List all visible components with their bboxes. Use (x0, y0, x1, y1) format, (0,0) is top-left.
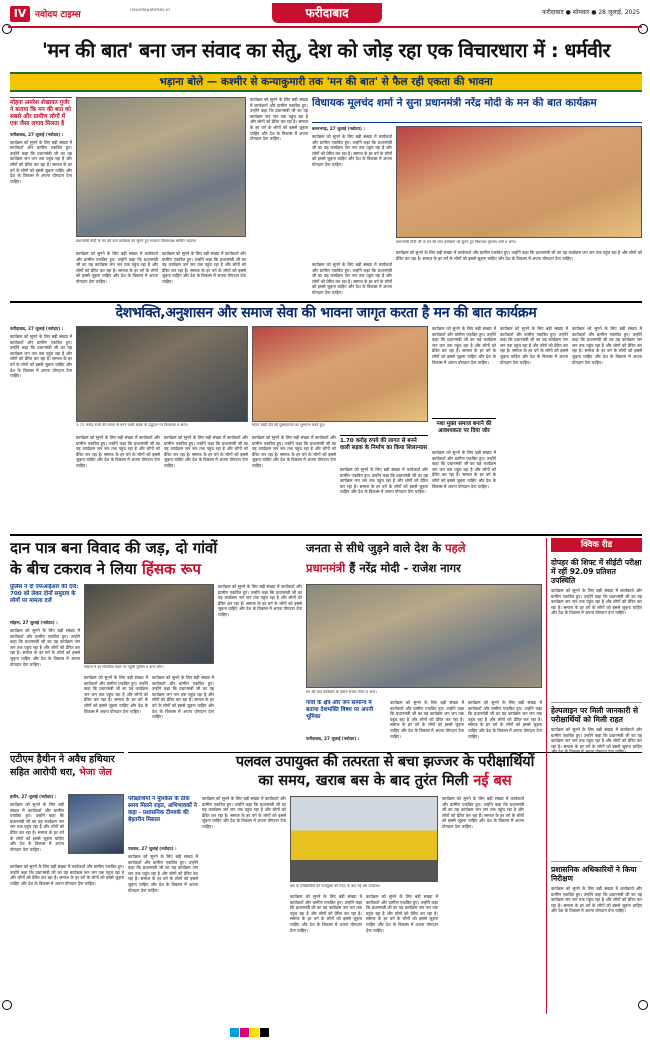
patriot-body-col5: कार्यक्रम को सुनने के लिए बड़ी संख्या में कार्यकर्ता और ग्रामीण एकत्रित हुए। उन्होंने कहा कि प्रधानमंत्री जी का यह कार्यक्रम जन जन तक पहुंच रहा है और लोगों को प्रेरित कर रहा है। समाज के हर वर्ग के लोगों को इससे जुड़ना चाहिए और देश के विकास में अपना योगदान देना चाहिए। (340, 467, 428, 495)
patriot-body-col9: कार्यक्रम को सुनने के लिए बड़ी संख्या में कार्यकर्ता और ग्रामीण एकत्रित हुए। उन्होंने कहा कि प्रधानमंत्री जी का यह कार्यक्रम जन जन तक पहुंच रहा है और लोगों को प्रेरित कर रहा है। समाज के हर वर्ग के लोगों को इससे जुड़ना चाहिए और देश के विकास में अपना योगदान देना चाहिए। (572, 326, 642, 365)
quick-item-heading: दोपहर की शिफ्ट में सीईटी परीक्षा में रहीं 92.09 प्रतिशत उपस्थिति (551, 558, 642, 585)
color-swatch (240, 1028, 249, 1037)
donation-dateline: सोहना, 27 जुलाई (नवोदय) : (10, 620, 58, 625)
quick-item-heading: हेल्पलाइन पर मिली जानकारी से परीक्षार्थियों को मिली राहत (551, 702, 642, 724)
section-tab: फरीदाबाद (272, 3, 382, 23)
quick-read-box (546, 538, 642, 1014)
exam-body-col2: कार्यक्रम को सुनने के लिए बड़ी संख्या में कार्यकर्ता और ग्रामीण एकत्रित हुए। उन्होंने कहा कि प्रधानमंत्री जी का यह कार्यक्रम जन जन तक पहुंच रहा है और लोगों को प्रेरित कर रहा है। समाज के हर वर्ग के लोगों को इससे जुड़ना चाहिए और देश के विकास में अपना योगदान देना चाहिए। (202, 796, 286, 829)
mla-photo-caption: प्रधानमंत्री मोदी जी के मन की बात कार्यक्रम को सुनते हुए विधायक मूलचंद शर्मा व अन्य। (396, 240, 517, 244)
donation-headline-line1: दान पात्र बना विवाद की जड़, दो गांवों (10, 539, 218, 557)
rajesh-side-heading: गांवों के क्षेत्र और जन सामान्य में बताया देशभक्ति विषय पर अपनी भूमिका (306, 700, 374, 720)
rajesh-headline-c: प्रधानमंत्री (306, 561, 346, 575)
patriot-headline: देशभक्ति,अनुशासन और समाज सेवा की भावना जागृत करता है मन की बात कार्यक्रम (115, 305, 537, 321)
quick-read-label: क्विक रीड (551, 538, 642, 552)
lead-photo (76, 97, 246, 237)
patriot-body-col8: कार्यक्रम को सुनने के लिए बड़ी संख्या में कार्यकर्ता और ग्रामीण एकत्रित हुए। उन्होंने कहा कि प्रधानमंत्री जी का यह कार्यक्रम जन जन तक पहुंच रहा है और लोगों को प्रेरित कर रहा है। समाज के हर वर्ग के लोगों को इससे जुड़ना चाहिए और देश के विकास में अपना योगदान देना चाहिए। (500, 326, 568, 365)
page-number-badge: IV (10, 6, 30, 22)
quick-item-body: कार्यक्रम को सुनने के लिए बड़ी संख्या में कार्यकर्ता और ग्रामीण एकत्रित हुए। उन्होंने कहा कि प्रधानमंत्री जी का यह कार्यक्रम जन जन तक पहुंच रहा है और लोगों को प्रेरित कर रहा है। समाज के हर वर्ग के लोगों को इससे जुड़ना चाहिए और देश के विकास में अपना योगदान देना चाहिए। (551, 886, 642, 914)
arms-body-col2: कार्यक्रम को सुनने के लिए बड़ी संख्या में कार्यकर्ता और ग्रामीण एकत्रित हुए। उन्होंने कहा कि प्रधानमंत्री जी का यह कार्यक्रम जन जन तक पहुंच रहा है और लोगों को प्रेरित कर रहा है। समाज के हर वर्ग के लोगों को इससे जुड़ना चाहिए और देश के विकास में अपना योगदान देना चाहिए। (10, 864, 124, 886)
rajesh-headline-b: पहले (445, 541, 466, 555)
rajesh-headline-a: जनता से सीधे जुड़ने वाले देश के (306, 541, 442, 555)
patriot-body-col6: कार्यक्रम को सुनने के लिए बड़ी संख्या में कार्यकर्ता और ग्रामीण एकत्रित हुए। उन्होंने कहा कि प्रधानमंत्री जी का यह कार्यक्रम जन जन तक पहुंच रहा है और लोगों को प्रेरित कर रहा है। समाज के हर वर्ग के लोगों को इससे जुड़ना चाहिए और देश के विकास में अपना योगदान देना चाहिए। (432, 326, 496, 365)
patriot-caption-2: मोहन खेड़ी दीप की पुस्तकालय का शुभारंभ करते हुए। (252, 423, 326, 427)
arms-headline-b: सहित आरोपी धरा, (10, 767, 76, 778)
lead-headline: 'मन की बात' बना जन संवाद का सेतु, देश को जोड़ रहा एक विचारधारा में : धर्मवीर (42, 39, 610, 62)
donation-photo (84, 584, 214, 664)
patriot-body-col4: कार्यक्रम को सुनने के लिए बड़ी संख्या में कार्यकर्ता और ग्रामीण एकत्रित हुए। उन्होंने कहा कि प्रधानमंत्री जी का यह कार्यक्रम जन जन तक पहुंच रहा है और लोगों को प्रेरित कर रहा है। समाज के हर वर्ग के लोगों को इससे जुड़ना चाहिए और देश के विकास में अपना योगदान देना चाहिए। (252, 435, 336, 468)
donation-headline-box (10, 538, 302, 582)
rajesh-headline-d: हैं नरेंद्र मोदी - राजेश नागर (349, 561, 461, 575)
rajesh-body-col1: कार्यक्रम को सुनने के लिए बड़ी संख्या में कार्यकर्ता और ग्रामीण एकत्रित हुए। उन्होंने कहा कि प्रधानमंत्री जी का यह कार्यक्रम जन जन तक पहुंच रहा है और लोगों को प्रेरित कर रहा है। समाज के हर वर्ग के लोगों को इससे जुड़ना चाहिए और देश के विकास में अपना योगदान देना चाहिए। (390, 700, 464, 739)
arms-headline-box (10, 752, 124, 792)
lead-sidebar (10, 97, 72, 297)
color-swatch (260, 1028, 269, 1037)
arms-headline-line2 (10, 766, 124, 779)
color-swatch (230, 1028, 239, 1037)
mla-headline-box (312, 97, 642, 123)
lead-subhead-banner (10, 72, 642, 92)
patriot-inset-heading-2: नशा मुक्त समाज बनाने की आवश्यकता पर दिया जोर (432, 418, 496, 448)
lead-subhead: भड़ाना बोले — कश्मीर से कन्याकुमारी तक 'मन की बात' से फैल रही एकता की भावना (159, 76, 493, 88)
masthead (0, 0, 650, 30)
patriot-inset-heading: 1.70 करोड़ रुपये की लागत से बनने वाली सड़क के निर्माण का किया शिलान्यास (340, 435, 428, 465)
donation-body-col2: कार्यक्रम को सुनने के लिए बड़ी संख्या में कार्यकर्ता और ग्रामीण एकत्रित हुए। उन्होंने कहा कि प्रधानमंत्री जी का यह कार्यक्रम जन जन तक पहुंच रहा है और लोगों को प्रेरित कर रहा है। समाज के हर वर्ग के लोगों को इससे जुड़ना चाहिए और देश के विकास में अपना योगदान देना चाहिए। (84, 675, 148, 714)
paper-name: नवोदय टाइम्स (35, 10, 81, 20)
exam-body-col3: कार्यक्रम को सुनने के लिए बड़ी संख्या में कार्यकर्ता और ग्रामीण एकत्रित हुए। उन्होंने कहा कि प्रधानमंत्री जी का यह कार्यक्रम जन जन तक पहुंच रहा है और लोगों को प्रेरित कर रहा है। समाज के हर वर्ग के लोगों को इससे जुड़ना चाहिए और देश के विकास में अपना योगदान देना चाहिए। (290, 894, 362, 933)
donation-body-col3: कार्यक्रम को सुनने के लिए बड़ी संख्या में कार्यकर्ता और ग्रामीण एकत्रित हुए। उन्होंने कहा कि प्रधानमंत्री जी का यह कार्यक्रम जन जन तक पहुंच रहा है और लोगों को प्रेरित कर रहा है। समाज के हर वर्ग के लोगों को इससे जुड़ना चाहिए और देश के विकास में अपना योगदान देना चाहिए। (152, 675, 214, 720)
exam-headline-line2-b: नई बस (473, 773, 512, 789)
quick-item-heading: प्रशासनिक अधिकारियों ने किया निरीक्षण (551, 861, 642, 883)
donation-body-col1: कार्यक्रम को सुनने के लिए बड़ी संख्या में कार्यकर्ता और ग्रामीण एकत्रित हुए। उन्होंने कहा कि प्रधानमंत्री जी का यह कार्यक्रम जन जन तक पहुंच रहा है और लोगों को प्रेरित कर रहा है। समाज के हर वर्ग के लोगों को इससे जुड़ना चाहिए और देश के विकास में अपना योगदान देना चाहिए। (10, 628, 80, 667)
donation-caption: सोहना में इन विवादित स्थल पर पहुंची पुलिस व अन्य लोग। (84, 665, 164, 669)
rajesh-body-col2: कार्यक्रम को सुनने के लिए बड़ी संख्या में कार्यकर्ता और ग्रामीण एकत्रित हुए। उन्होंने कहा कि प्रधानमंत्री जी का यह कार्यक्रम जन जन तक पहुंच रहा है और लोगों को प्रेरित कर रहा है। समाज के हर वर्ग के लोगों को इससे जुड़ना चाहिए और देश के विकास में अपना योगदान देना चाहिए। (468, 700, 542, 739)
mla-body-col3: कार्यक्रम को सुनने के लिए बड़ी संख्या में कार्यकर्ता और ग्रामीण एकत्रित हुए। उन्होंने कहा कि प्रधानमंत्री जी का यह कार्यक्रम जन जन तक पहुंच रहा है और लोगों को प्रेरित कर रहा है। समाज के हर वर्ग के लोगों को इससे जुड़ना चाहिए और देश के विकास में अपना योगदान देना चाहिए। (396, 250, 642, 261)
lead-dateline: फरीदाबाद, 27 जुलाई (नवोदय) : (10, 132, 64, 137)
exam-body-col5: कार्यक्रम को सुनने के लिए बड़ी संख्या में कार्यकर्ता और ग्रामीण एकत्रित हुए। उन्होंने कहा कि प्रधानमंत्री जी का यह कार्यक्रम जन जन तक पहुंच रहा है और लोगों को प्रेरित कर रहा है। समाज के हर वर्ग के लोगों को इससे जुड़ना चाहिए और देश के विकास में अपना योगदान देना चाहिए। (442, 796, 524, 829)
arms-dateline: हथीन, 27 जुलाई (नवोदय) : (10, 794, 57, 799)
section-divider (10, 534, 642, 536)
patriot-body-col3: कार्यक्रम को सुनने के लिए बड़ी संख्या में कार्यकर्ता और ग्रामीण एकत्रित हुए। उन्होंने कहा कि प्रधानमंत्री जी का यह कार्यक्रम जन जन तक पहुंच रहा है और लोगों को प्रेरित कर रहा है। समाज के हर वर्ग के लोगों को इससे जुड़ना चाहिए और देश के विकास में अपना योगदान देना चाहिए। (164, 435, 248, 468)
lead-body-col2: कार्यक्रम को सुनने के लिए बड़ी संख्या में कार्यकर्ता और ग्रामीण एकत्रित हुए। उन्होंने कहा कि प्रधानमंत्री जी का यह कार्यक्रम जन जन तक पहुंच रहा है और लोगों को प्रेरित कर रहा है। समाज के हर वर्ग के लोगों को इससे जुड़ना चाहिए और देश के विकास में अपना योगदान देना चाहिए। (162, 251, 246, 284)
rajesh-headline-box (306, 538, 542, 582)
exam-headline-line1: पलवल उपायुक्त की तत्परता से बचा झज्जर के परीक्षार्थियों (235, 754, 535, 770)
mla-body-col1: कार्यक्रम को सुनने के लिए बड़ी संख्या में कार्यकर्ता और ग्रामीण एकत्रित हुए। उन्होंने कहा कि प्रधानमंत्री जी का यह कार्यक्रम जन जन तक पहुंच रहा है और लोगों को प्रेरित कर रहा है। समाज के हर वर्ग के लोगों को इससे जुड़ना चाहिए और देश के विकास में अपना योगदान देना चाहिए। (312, 134, 392, 167)
donation-headline-line2-b: हिंसक रूप (142, 560, 201, 578)
rajesh-caption: मन की बात कार्यक्रम के दौरान राजेश नागर व अन्य। (306, 690, 377, 694)
lead-body-col1: कार्यक्रम को सुनने के लिए बड़ी संख्या में कार्यकर्ता और ग्रामीण एकत्रित हुए। उन्होंने कहा कि प्रधानमंत्री जी का यह कार्यक्रम जन जन तक पहुंच रहा है और लोगों को प्रेरित कर रहा है। समाज के हर वर्ग के लोगों को इससे जुड़ना चाहिए और देश के विकास में अपना योगदान देना चाहिए। (76, 251, 158, 284)
donation-headline-line2-a: के बीच टकराव ने लिया (10, 560, 137, 578)
patriot-body-col7: कार्यक्रम को सुनने के लिए बड़ी संख्या में कार्यकर्ता और ग्रामीण एकत्रित हुए। उन्होंने कहा कि प्रधानमंत्री जी का यह कार्यक्रम जन जन तक पहुंच रहा है और लोगों को प्रेरित कर रहा है। समाज के हर वर्ग के लोगों को इससे जुड़ना चाहिए और देश के विकास में अपना योगदान देना चाहिए। (432, 450, 496, 489)
quick-item-body: कार्यक्रम को सुनने के लिए बड़ी संख्या में कार्यकर्ता और ग्रामीण एकत्रित हुए। उन्होंने कहा कि प्रधानमंत्री जी का यह कार्यक्रम जन जन तक पहुंच रहा है और लोगों को प्रेरित कर रहा है। समाज के हर वर्ग के लोगों को इससे जुड़ना चाहिए और देश के विकास में अपना योगदान देना चाहिए। (551, 727, 642, 755)
donation-headline-line2 (10, 559, 302, 580)
patriot-headline-box (10, 301, 642, 323)
mla-photo (396, 126, 642, 238)
lead-sidebar-body: कार्यक्रम को सुनने के लिए बड़ी संख्या में कार्यकर्ता और ग्रामीण एकत्रित हुए। उन्होंने कहा कि प्रधानमंत्री जी का यह कार्यक्रम जन जन तक पहुंच रहा है और लोगों को प्रेरित कर रहा है। समाज के हर वर्ग के लोगों को इससे जुड़ना चाहिए और देश के विकास में अपना योगदान देना चाहिए। (10, 139, 72, 184)
exam-photo (290, 796, 438, 882)
patriot-body-col1: कार्यक्रम को सुनने के लिए बड़ी संख्या में कार्यकर्ता और ग्रामीण एकत्रित हुए। उन्होंने कहा कि प्रधानमंत्री जी का यह कार्यक्रम जन जन तक पहुंच रहा है और लोगों को प्रेरित कर रहा है। समाज के हर वर्ग के लोगों को इससे जुड़ना चाहिए और देश के विकास में अपना योगदान देना चाहिए। (10, 334, 72, 379)
quick-item-body: कार्यक्रम को सुनने के लिए बड़ी संख्या में कार्यकर्ता और ग्रामीण एकत्रित हुए। उन्होंने कहा कि प्रधानमंत्री जी का यह कार्यक्रम जन जन तक पहुंच रहा है और लोगों को प्रेरित कर रहा है। समाज के हर वर्ग के लोगों को इससे जुड़ना चाहिए और देश के विकास में अपना योगदान देना चाहिए। (551, 588, 642, 616)
rajesh-headline-line1 (306, 538, 542, 558)
patriot-photo-1 (76, 326, 248, 422)
arms-photo (68, 794, 124, 854)
mla-headline: विधायक मूलचंद शर्मा ने सुना प्रधानमंत्री नरेंद्र मोदी के मन की बात कार्यक्रम (312, 97, 597, 109)
mla-dateline: बल्लभगढ़, 27 जुलाई (नवोदय) : (312, 126, 366, 131)
dateline: फरीदाबाद ● सोमवार ● 28 जुलाई, 2025 (542, 9, 640, 16)
rajesh-headline-line2 (306, 558, 542, 578)
donation-side-heading: पुलिस ने दो एफआईआर की दर्ज: 700 को लेकर दोनों समुदाय के लोगों पर मामला दर्ज (10, 584, 79, 604)
lead-photo-caption: प्रधानमंत्री मोदी के मन की बात कार्यक्रम को सुनते हुए भाजपा जिलाध्यक्ष धर्मवीर भड़ाना। (76, 239, 197, 243)
mla-body-col2: कार्यक्रम को सुनने के लिए बड़ी संख्या में कार्यकर्ता और ग्रामीण एकत्रित हुए। उन्होंने कहा कि प्रधानमंत्री जी का यह कार्यक्रम जन जन तक पहुंच रहा है और लोगों को प्रेरित कर रहा है। समाज के हर वर्ग के लोगों को इससे जुड़ना चाहिए और देश के विकास में अपना योगदान देना चाहिए। (312, 262, 392, 295)
rajesh-photo (306, 584, 542, 688)
arms-headline-c: भेजा जेल (78, 767, 112, 778)
arms-body-col1: कार्यक्रम को सुनने के लिए बड़ी संख्या में कार्यकर्ता और ग्रामीण एकत्रित हुए। उन्होंने कहा कि प्रधानमंत्री जी का यह कार्यक्रम जन जन तक पहुंच रहा है और लोगों को प्रेरित कर रहा है। समाज के हर वर्ग के लोगों को इससे जुड़ना चाहिए और देश के विकास में अपना योगदान देना चाहिए। (10, 802, 64, 852)
masthead-divider (8, 26, 642, 28)
exam-caption: बस के परीक्षार्थियों को उपायुक्त की मदद के बाद नई बस उपलब्ध। (290, 884, 381, 888)
exam-dateline: पलवल, 27 जुलाई (नवोदय) : (128, 846, 177, 851)
patriot-dateline: फरीदाबाद, 27 जुलाई (नवोदय) : (10, 326, 64, 331)
arms-headline-a: एटीएम हैथीन ने अवैध हथियार (10, 754, 115, 765)
patriot-caption-1: 3.72 करोड़ रुपये की लागत से बनने वाली सड़क के उद्घाटन पर विधायक व अन्य। (76, 423, 188, 427)
exam-side-heading: परीक्षार्थियों ने मुश्किल के ठीक समय मिलने राहत, अभिभावकों ने कहा - प्रशासनिक टीमवर्क की बेहतरीन मिसाल (128, 796, 197, 823)
exam-headline-line2-a: का समय, खराब बस के बाद तुरंत मिली (258, 773, 469, 789)
website: navodayatimes.in (130, 8, 171, 13)
patriot-body-col2: कार्यक्रम को सुनने के लिए बड़ी संख्या में कार्यकर्ता और ग्रामीण एकत्रित हुए। उन्होंने कहा कि प्रधानमंत्री जी का यह कार्यक्रम जन जन तक पहुंच रहा है और लोगों को प्रेरित कर रहा है। समाज के हर वर्ग के लोगों को इससे जुड़ना चाहिए और देश के विकास में अपना योगदान देना चाहिए। (76, 435, 160, 468)
color-swatch (250, 1028, 259, 1037)
donation-body-col4: कार्यक्रम को सुनने के लिए बड़ी संख्या में कार्यकर्ता और ग्रामीण एकत्रित हुए। उन्होंने कहा कि प्रधानमंत्री जी का यह कार्यक्रम जन जन तक पहुंच रहा है और लोगों को प्रेरित कर रहा है। समाज के हर वर्ग के लोगों को इससे जुड़ना चाहिए और देश के विकास में अपना योगदान देना चाहिए। (218, 584, 302, 617)
exam-body-col1: कार्यक्रम को सुनने के लिए बड़ी संख्या में कार्यकर्ता और ग्रामीण एकत्रित हुए। उन्होंने कहा कि प्रधानमंत्री जी का यह कार्यक्रम जन जन तक पहुंच रहा है और लोगों को प्रेरित कर रहा है। समाज के हर वर्ग के लोगों को इससे जुड़ना चाहिए और देश के विकास में अपना योगदान देना चाहिए। (128, 854, 198, 893)
exam-body-col4: कार्यक्रम को सुनने के लिए बड़ी संख्या में कार्यकर्ता और ग्रामीण एकत्रित हुए। उन्होंने कहा कि प्रधानमंत्री जी का यह कार्यक्रम जन जन तक पहुंच रहा है और लोगों को प्रेरित कर रहा है। समाज के हर वर्ग के लोगों को इससे जुड़ना चाहिए और देश के विकास में अपना योगदान देना चाहिए। (366, 894, 438, 933)
lead-body-col3: कार्यक्रम को सुनने के लिए बड़ी संख्या में कार्यकर्ता और ग्रामीण एकत्रित हुए। उन्होंने कहा कि प्रधानमंत्री जी का यह कार्यक्रम जन जन तक पहुंच रहा है और लोगों को प्रेरित कर रहा है। समाज के हर वर्ग के लोगों को इससे जुड़ना चाहिए और देश के विकास में अपना योगदान देना चाहिए। (250, 97, 308, 142)
lead-sidebar-heading: मोहना अमरेश शेखावत गुर्जर ने बताया कि मन की बात को सबसे और ग्रामीण लोगों में एक जैसा लगाव मिलता है (10, 97, 72, 128)
patriot-photo-2 (252, 326, 428, 422)
rajesh-dateline: फरीदाबाद, 27 जुलाई (नवोदय) : (306, 736, 360, 741)
